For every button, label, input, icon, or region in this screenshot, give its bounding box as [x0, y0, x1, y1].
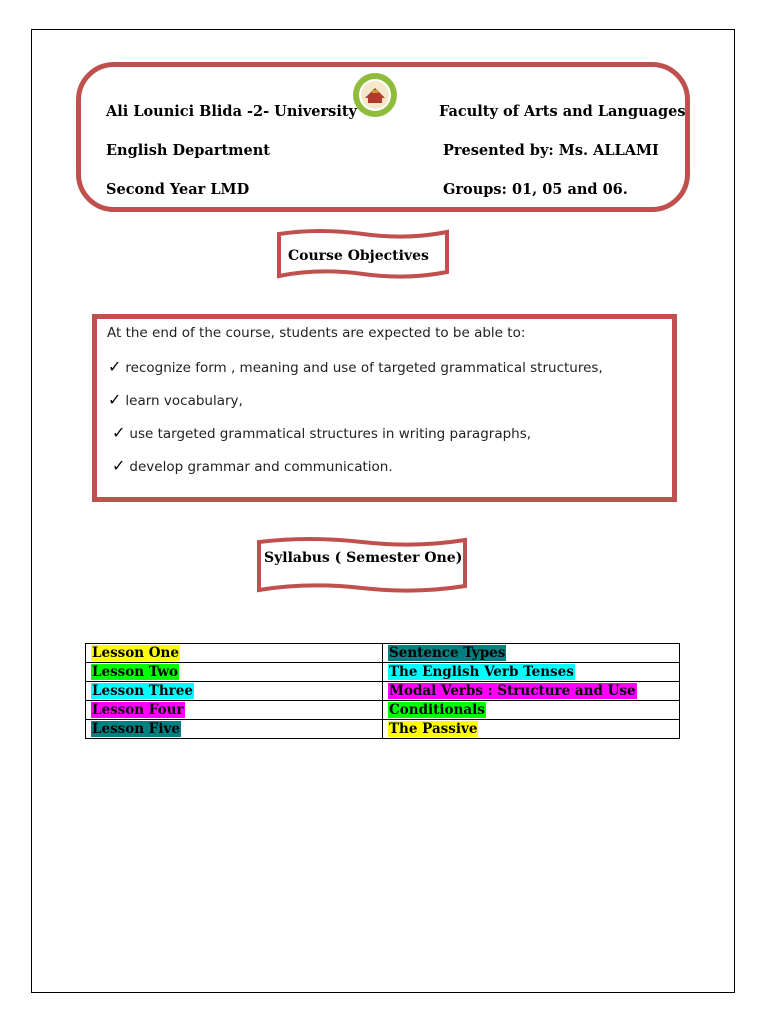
objective-item: ✓ learn vocabulary, [108, 390, 243, 409]
topic-cell: The Passive [383, 720, 680, 739]
topic-cell: Sentence Types [383, 644, 680, 663]
checkmark-icon: ✓ [112, 423, 126, 442]
objective-item: ✓ use targeted grammatical structures in writing paragraphs, [112, 423, 532, 442]
table-row [86, 720, 680, 739]
topic-cell: The English Verb Tenses [383, 663, 680, 682]
table-row [86, 644, 680, 663]
faculty-name: Faculty of Arts and Languages [439, 103, 686, 120]
objectives-heading: Course Objectives [288, 248, 429, 264]
department-name: English Department [106, 142, 270, 159]
lesson-cell: Lesson Four [86, 701, 383, 720]
objective-item: ✓ develop grammar and communication. [112, 456, 393, 475]
checkmark-icon: ✓ [112, 456, 126, 475]
topic-cell: Conditionals [383, 701, 680, 720]
university-name: Ali Lounici Blida -2- University [106, 103, 357, 120]
lesson-cell: Lesson Three [86, 682, 383, 701]
presenter-name: Presented by: Ms. ALLAMI [443, 142, 659, 159]
table-row [86, 701, 680, 720]
university-logo-icon [352, 72, 398, 118]
checkmark-icon: ✓ [108, 357, 122, 376]
topic-cell: Modal Verbs : Structure and Use [383, 682, 680, 701]
syllabus-table [85, 643, 680, 739]
study-year: Second Year LMD [106, 181, 250, 198]
objectives-banner [275, 228, 451, 282]
objectives-intro: At the end of the course, students are expected to be able to: [107, 325, 526, 341]
syllabus-heading: Syllabus ( Semester One) [264, 550, 463, 566]
lesson-cell: Lesson One [86, 644, 383, 663]
checkmark-icon: ✓ [108, 390, 122, 409]
table-row [86, 663, 680, 682]
table-row [86, 682, 680, 701]
lesson-cell: Lesson Two [86, 663, 383, 682]
objective-item: ✓ recognize form , meaning and use of targeted grammatical structures, [108, 357, 603, 376]
lesson-cell: Lesson Five [86, 720, 383, 739]
syllabus-banner [255, 536, 469, 596]
groups: Groups: 01, 05 and 06. [443, 181, 628, 198]
